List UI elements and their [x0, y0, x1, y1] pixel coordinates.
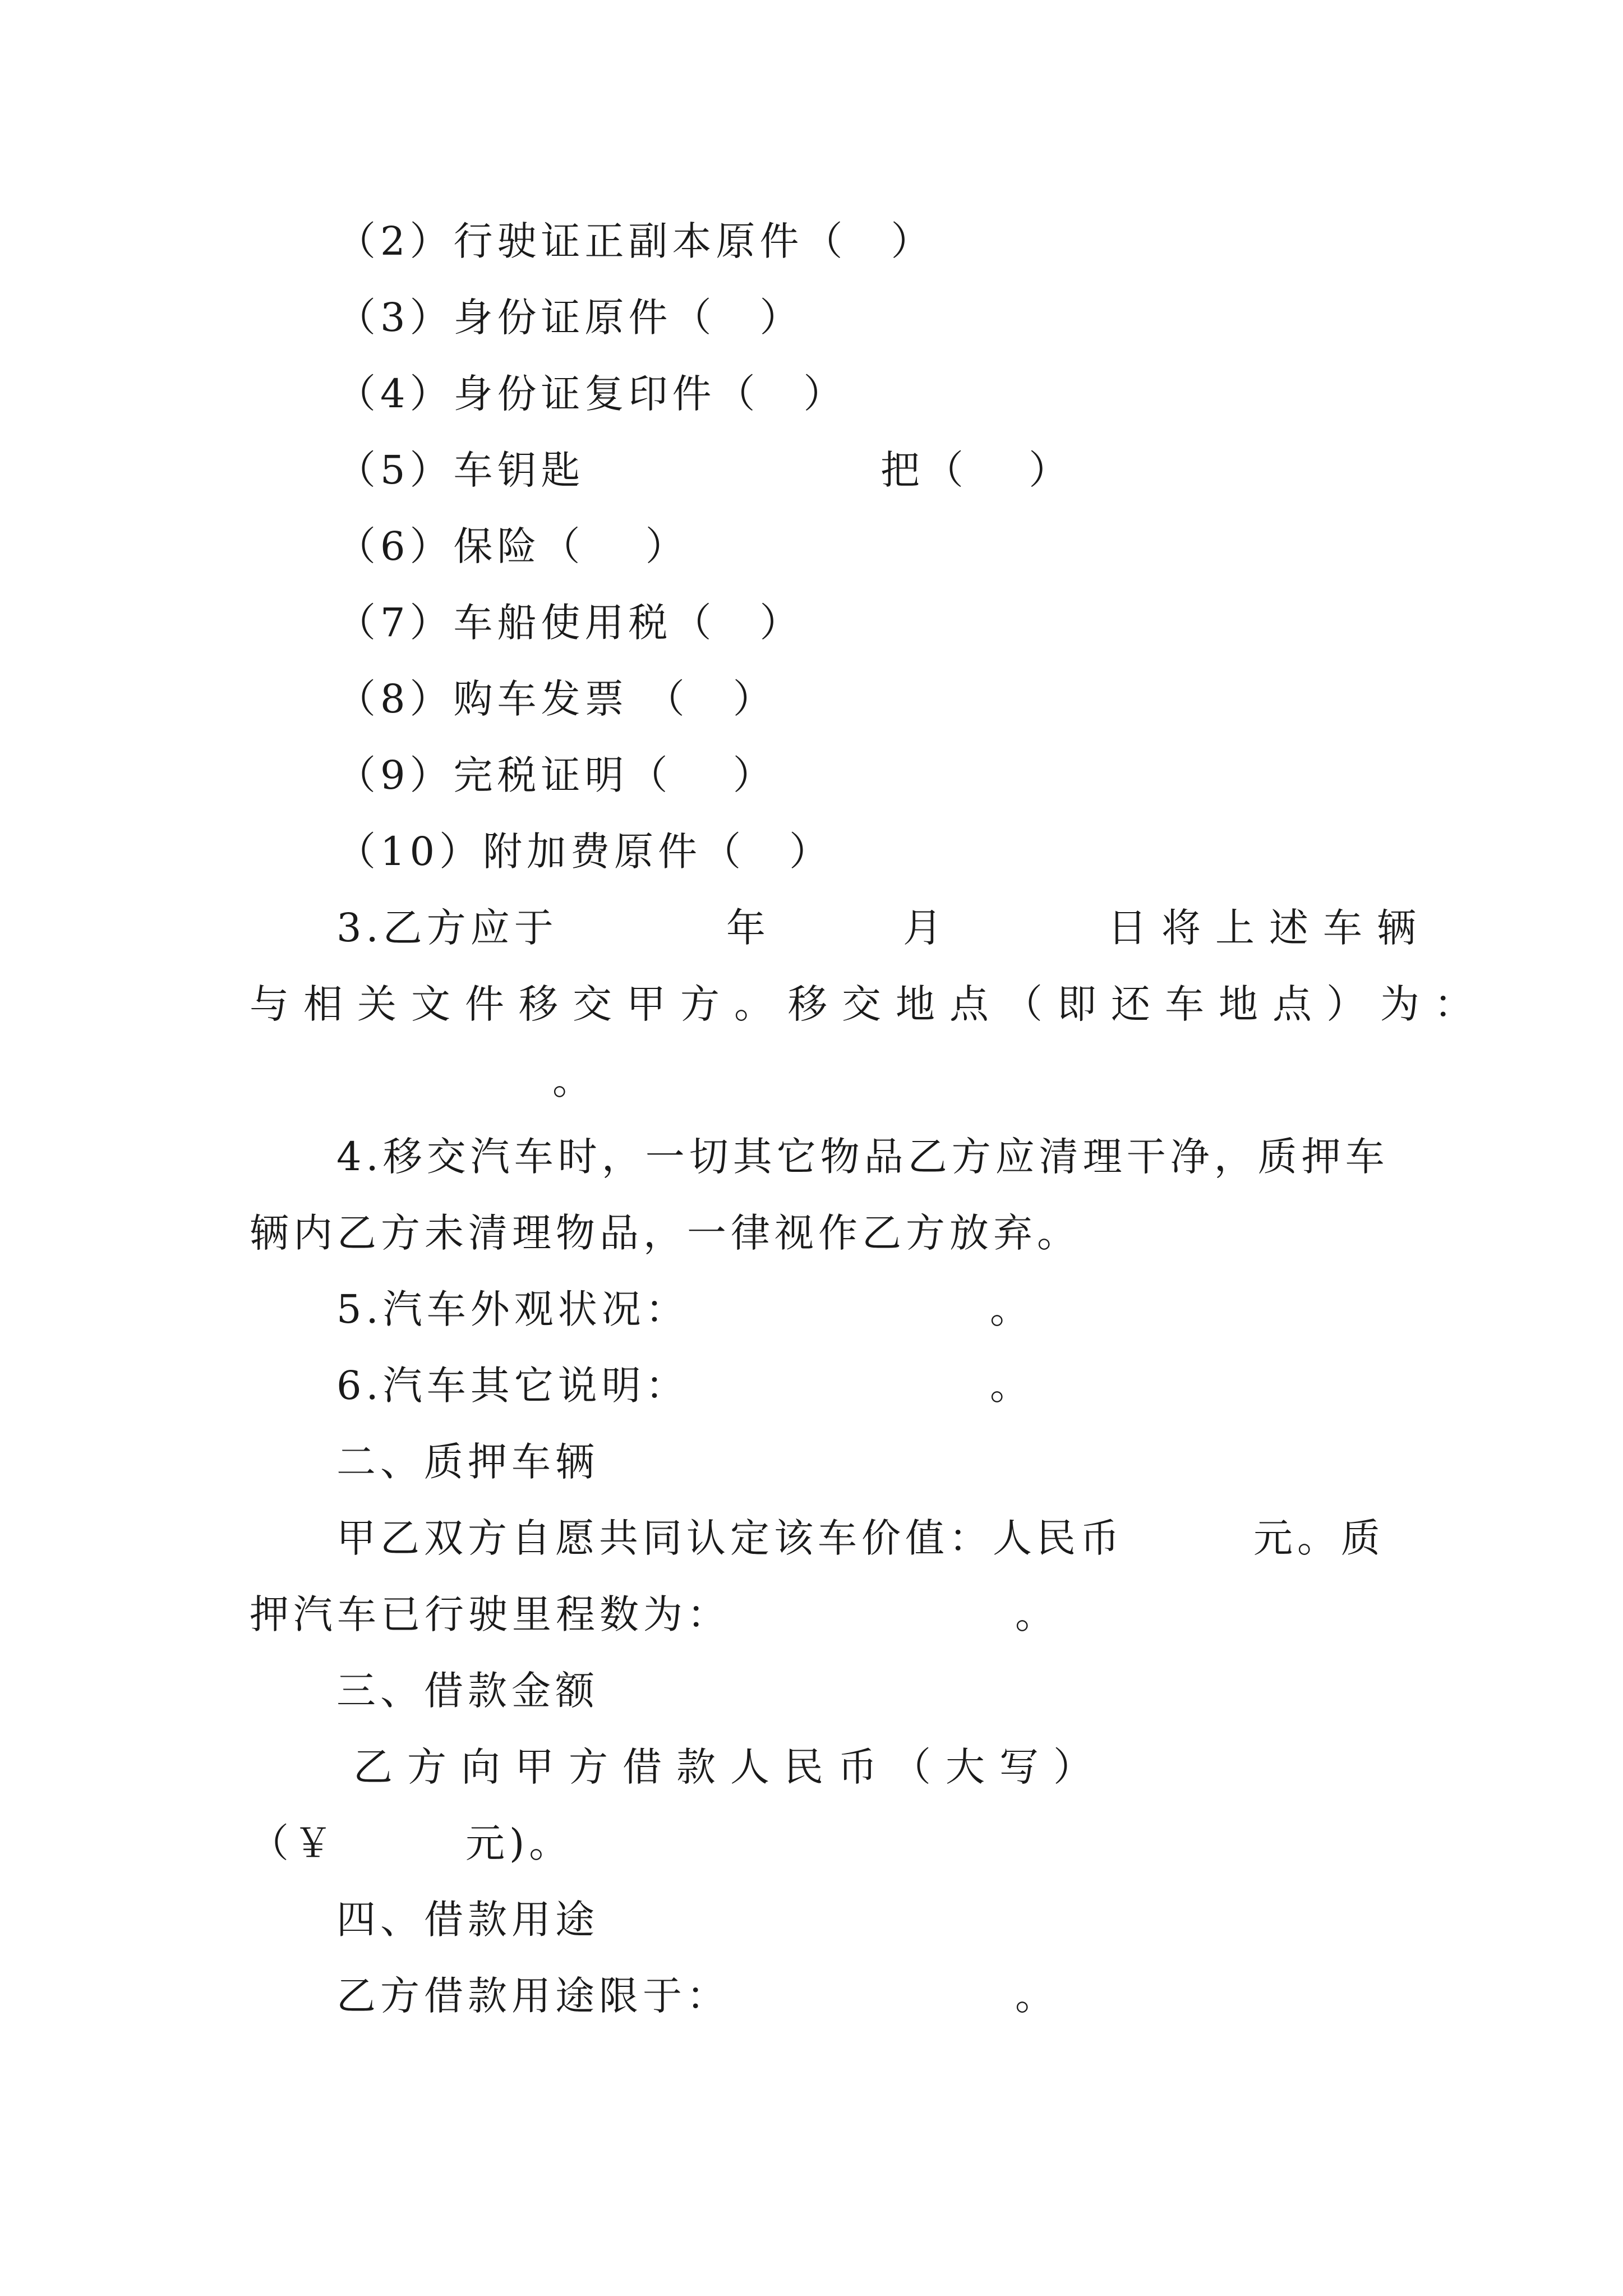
- clause-3-month: 月: [903, 905, 947, 951]
- checklist-item-9: （9）完税证明（ ）: [336, 752, 777, 798]
- checklist-item-7: （7）车船使用税（ ）: [336, 600, 804, 646]
- checklist-item-5-suffix: 把（ ）: [880, 447, 1073, 493]
- checklist-item-8: （8）购车发票 （ ）: [336, 676, 777, 722]
- clause-5-label: 5.汽车外观状况：: [336, 1286, 689, 1332]
- clause-3-prefix: 3.乙方应于: [336, 905, 558, 951]
- section-4-line-1b: 。: [1015, 1973, 1059, 2019]
- checklist-item-5: （5）车钥匙: [336, 447, 585, 493]
- clause-4-line-1: 4.移交汽车时，一切其它物品乙方应清理干净，质押车: [336, 1134, 1389, 1180]
- clause-3-year: 年: [726, 905, 770, 951]
- clause-3-day: 日将上述车辆: [1108, 905, 1431, 951]
- clause-6-end: 。: [990, 1363, 1034, 1409]
- section-2-heading: 二、质押车辆: [336, 1439, 599, 1485]
- clause-3-line-3: 。: [552, 1057, 596, 1103]
- section-2-line-2b: 。: [1015, 1591, 1059, 1637]
- section-2-line-1b: 元。质: [1253, 1515, 1385, 1561]
- clause-5-end: 。: [990, 1286, 1034, 1332]
- checklist-item-4: （4）身份证复印件（ ）: [336, 371, 847, 417]
- section-3-line-2b: 元)。: [465, 1820, 573, 1866]
- section-4-heading: 四、借款用途: [336, 1897, 599, 1943]
- section-3-line-2a: （￥: [250, 1820, 337, 1866]
- section-2-line-1a: 甲乙双方自愿共同认定该车价值：人民币: [336, 1515, 1124, 1561]
- checklist-item-10: （10）附加费原件（ ）: [336, 829, 833, 875]
- section-4-line-1a: 乙方借款用途限于：: [336, 1973, 730, 2019]
- clause-4-line-2: 辆内乙方未清理物品，一律视作乙方放弃。: [250, 1210, 1081, 1256]
- checklist-item-2: （2）行驶证正副本原件（ ）: [336, 218, 935, 264]
- section-3-line-1: 乙方向甲方借款人民币（大写）: [353, 1744, 1107, 1790]
- checklist-item-3: （3）身份证原件（ ）: [336, 295, 804, 341]
- checklist-item-6: （6）保险（ ）: [336, 523, 689, 569]
- clause-6-label: 6.汽车其它说明：: [336, 1363, 689, 1409]
- section-2-line-2a: 押汽车已行驶里程数为：: [250, 1591, 731, 1637]
- clause-3-line-2: 与相关文件移交甲方。移交地点（即还车地点）为：: [250, 981, 1488, 1027]
- section-3-heading: 三、借款金额: [336, 1668, 599, 1714]
